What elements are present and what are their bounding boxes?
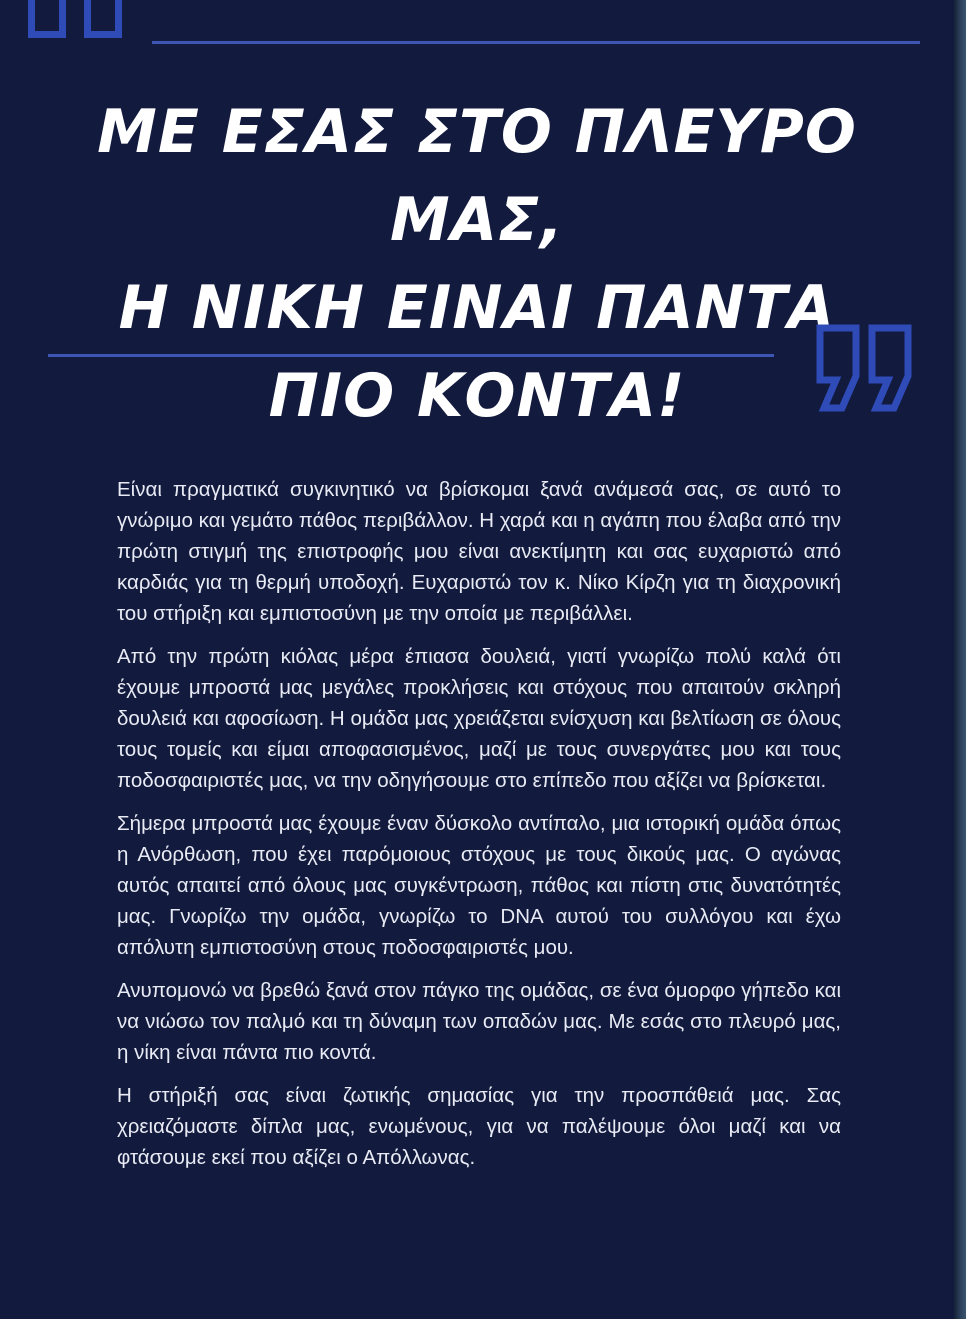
bottom-divider — [48, 354, 774, 357]
headline-line-1: ΜΕ ΕΣΑΣ ΣΤΟ ΠΛΕΥΡΟ ΜΑΣ, — [97, 97, 857, 255]
close-quote-icon — [816, 324, 912, 414]
paragraph-4: Ανυπομονώ να βρεθώ ξανά στον πάγκο της ομάδας, σε ένα όμορφο γήπεδο και να νιώσω τον παλμό και τη δύναμη των οπαδών μας. Με εσάς στο πλευρό μας, η νίκη είναι πάντα πιο κοντά. — [117, 979, 841, 1064]
headline-line-2: Η ΝΙΚΗ ΕΙΝΑΙ ΠΑΝΤΑ — [118, 273, 836, 343]
paragraph-2: Από την πρώτη κιόλας μέρα έπιασα δουλειά, γιατί γνωρίζω πολύ καλά ότι έχουμε μπροστά μας μεγάλες προκλήσεις και στόχους που απαιτούν σκληρή δουλειά και αφοσίωση. Η ομάδα μας χρειάζεται ενίσχυση και βελτίωση σε όλους τους τομείς και είμαι αποφασισμένος, μαζί με τους συνεργάτες μου και τους ποδοσφαιριστές μας, να την οδηγήσουμε στο επίπεδο που αξίζει να βρίσκεται. — [117, 645, 841, 792]
top-divider — [152, 41, 920, 44]
body-text — [117, 474, 841, 1185]
headline — [0, 88, 954, 440]
headline-line-3: ΠΙΟ ΚΟΝΤΑ! — [268, 361, 686, 431]
open-quote-icon — [28, 0, 128, 44]
paragraph-1: Είναι πραγματικά συγκινητικό να βρίσκομαι ξανά ανάμεσά σας, σε αυτό το γνώριμο και γεμάτο πάθος περιβάλλον. Η χαρά και η αγάπη που έλαβα από την πρώτη στιγμή της επιστροφής μου είναι ανεκτίμητη και σας ευχαριστώ από καρδιάς για τη θερμή υποδοχή. Ευχαριστώ τον κ. Νίκο Κίρζη για τη διαχρονική του στήριξη και εμπιστοσύνη με την οποία με περιβάλλει. — [117, 478, 841, 625]
paragraph-3: Σήμερα μπροστά μας έχουμε έναν δύσκολο αντίπαλο, μια ιστορική ομάδα όπως η Ανόρθωση, που έχει παρόμοιους στόχους με τους δικούς μας. Ο αγώνας αυτός απαιτεί από όλους μας συγκέντρωση, πάθος και πίστη στις δυνατότητές μας. Γνωρίζω την ομάδα, γνωρίζω το DNA αυτού του συλλόγου και έχω απόλυτη εμπιστοσύνη στους ποδοσφαιριστές μου. — [117, 812, 841, 959]
paragraph-5: Η στήριξή σας είναι ζωτικής σημασίας για την προσπάθειά μας. Σας χρειαζόμαστε δίπλα μας, ενωμένους, για να παλέψουμε όλοι μαζί και να φτάσουμε εκεί που αξίζει ο Απόλλωνας. — [117, 1084, 841, 1169]
